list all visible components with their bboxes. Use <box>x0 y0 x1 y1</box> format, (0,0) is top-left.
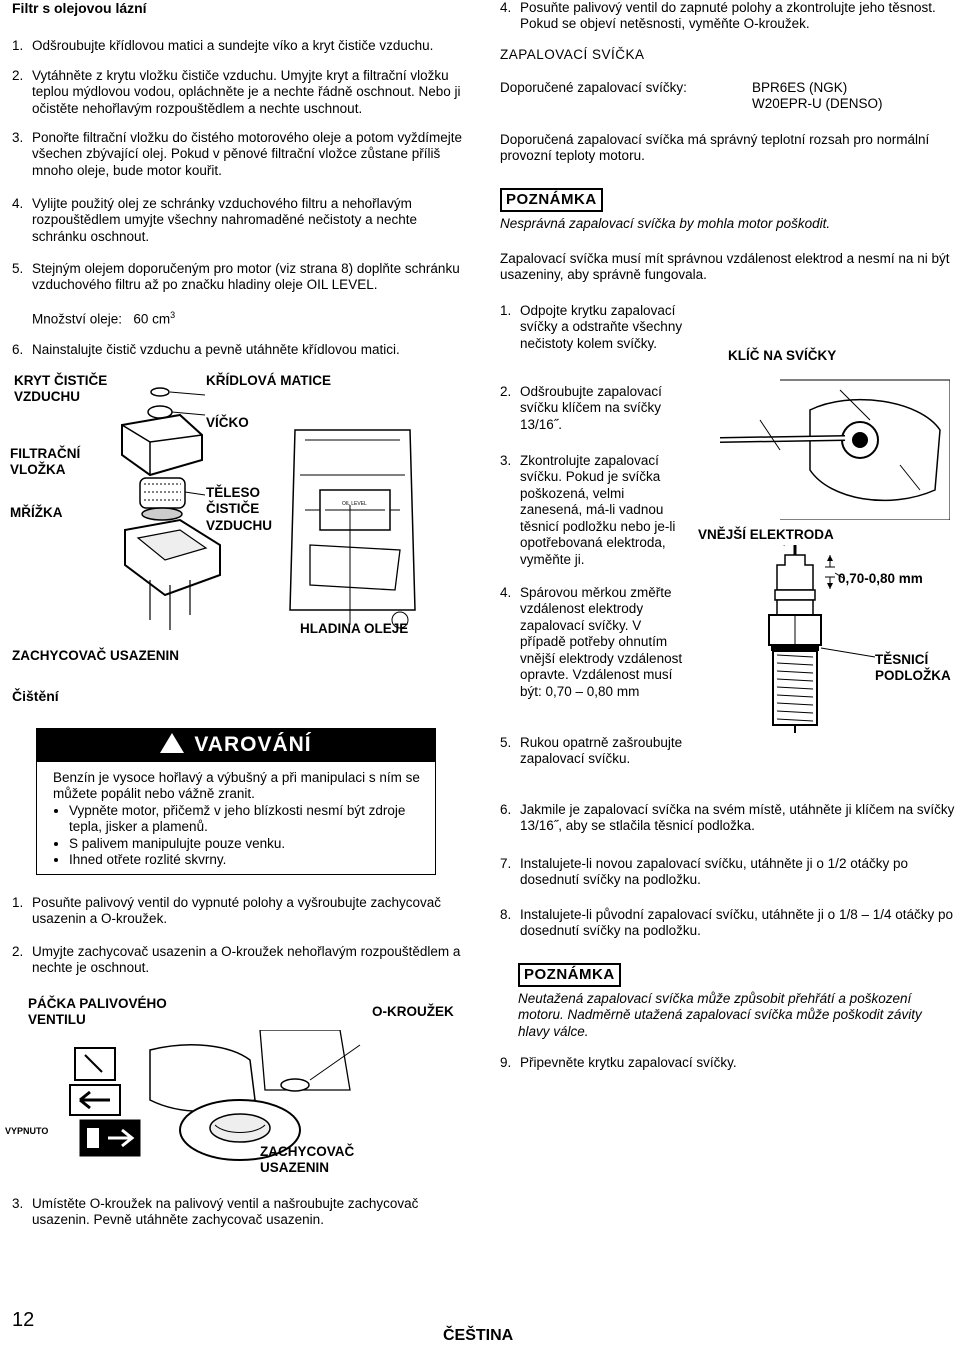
label-wing-nut: KŘÍDLOVÁ MATICE <box>206 373 331 388</box>
recommended-plug-text: Doporučená zapalovací svíčka má správný teplotní rozsah pro normální provozní teploty motoru. <box>500 132 930 164</box>
list-item: 1. Posuňte palivový ventil do vypnuté polohy a vyšroubujte zachycovač usazenin a O-kroužek. <box>12 895 441 927</box>
list-item: 4. Spárovou měrkou změřte vzdálenost elektrody zapalovací svíčky. V případě potřeby ohnutím vnější elektrody vzdálenost opravte. Vzdálenost musí být: 0,70 – 0,80 mm <box>500 585 683 699</box>
warning-title: VAROVÁNÍ <box>194 733 312 756</box>
list-item: 5. Rukou opatrně zašroubujte zapalovací svíčku. <box>500 735 683 767</box>
spark-plug-wrench-illustration <box>720 370 950 520</box>
note-text-2: Neutažená zapalovací svíčka může způsobit přehřátí a poškození motoru. Nadměrně utažená zapalovací svíčka může poškodit závity hlavy válce. <box>518 991 922 1039</box>
label-air-cleaner-body: TĚLESO ČISTIČE VZDUCHU <box>206 485 272 533</box>
warning-triangle-icon <box>160 733 184 753</box>
list-item: 4. Vylijte použitý olej ze schránky vzduchového filtru a nehořlavým rozpouštědlem umyjte všechny nahromaděné nečistoty a nechte schránku oschnout. <box>12 196 417 244</box>
warning-bullet: • Ihned otřete rozlité skvrny. <box>69 852 425 868</box>
label-screen: MŘÍŽKA <box>10 505 63 520</box>
note-box: POZNÁMKA <box>500 188 603 212</box>
list-item: 2. Odšroubujte zapalovací svíčku klíčem na svíčky 13/16˝. <box>500 384 662 432</box>
section-heading-spark-plug: ZAPALOVACÍ SVÍČKA <box>500 47 645 62</box>
list-item: 8. Instalujete-li původní zapalovací svíčku, utáhněte ji o 1/8 – 1/4 otáčky po dosednutí svíčky na podložku. <box>500 907 954 939</box>
label-spark-plug-wrench: KLÍČ NA SVÍČKY <box>728 348 837 363</box>
label-lid: VÍČKO <box>206 415 249 430</box>
label-sediment-cup: ZACHYCOVAČ USAZENIN <box>12 648 180 663</box>
list-item: 3. Umístěte O-kroužek na palivový ventil a našroubujte zachycovač usazenin. Pevně utáhněte zachycovač usazenin. <box>12 1196 419 1228</box>
list-item: 2. Vytáhněte z krytu vložku čističe vzduchu. Umyjte kryt a filtrační vložku teplou mýdlovou vodou, opláchněte je a nechte řádně oschnout. Nebo ji očistěte nehořlavým rozpouštědlem a nechte uschnout. <box>12 68 461 116</box>
recommended-plugs-label: Doporučené zapalovací svíčky: <box>500 80 687 95</box>
warning-header <box>36 728 436 762</box>
fuel-valve-lever-icon <box>85 1055 102 1072</box>
label-air-cleaner-cover: KRYT ČISTIČE VZDUCHU <box>14 373 108 405</box>
fuel-valve-illustration <box>40 1030 440 1180</box>
oil-amount: Množství oleje: 60 $cm^3$ <box>32 310 176 327</box>
recommended-plug-value: BPR6ES (NGK) <box>752 80 848 95</box>
arrow-icon <box>80 1092 110 1108</box>
list-item: 6. Nainstalujte čistič vzduchu a pevně utáhněte křídlovou matici. <box>12 342 400 357</box>
spark-plug-clean-text: Zapalovací svíčka musí mít správnou vzdálenost elektrod a nesmí na ni být usazeniny, aby správně fungovala. <box>500 251 950 283</box>
label-off: VYPNUTO <box>5 1126 49 1136</box>
list-item: 1. Odšroubujte křídlovou matici a sundejte víko a kryt čističe vzduchu. <box>12 38 434 53</box>
list-item: 2. Umyjte zachycovač usazenin a O-kroužek nehořlavým rozpouštědlem a nechte je oschnout. <box>12 944 461 976</box>
label-gap: 0,70-0,80 mm <box>838 571 923 586</box>
section-heading-oil-bath: Filtr s olejovou lázní <box>12 0 147 16</box>
label-filter-element: FILTRAČNÍ VLOŽKA <box>10 446 81 478</box>
list-item: 9. Připevněte krytku zapalovací svíčky. <box>500 1055 737 1070</box>
page-number: 12 <box>12 1309 35 1331</box>
recommended-plug-value: W20EPR-U (DENSO) <box>752 96 883 111</box>
label-oil-level: HLADINA OLEJE <box>300 621 409 636</box>
warning-intro: Benzín je vysoce hořlavý a výbušný a při manipulaci s ním se můžete popálit nebo vážně zranit. <box>53 770 420 802</box>
warning-bullet: • Vypněte motor, přičemž v jeho blízkosti nesmí být zdroje tepla, jisker a plamenů. <box>69 803 425 836</box>
list-item: 5. Stejným olejem doporučeným pro motor (viz strana 8) doplňte schránku vzduchového filtru až po značku hladiny oleje OIL LEVEL. <box>12 261 460 293</box>
language-footer: ČEŠTINA <box>443 1327 514 1344</box>
label-fuel-valve-lever: PÁČKA PALIVOVÉHO VENTILU <box>28 996 167 1028</box>
oil-level-mark: OIL LEVEL <box>342 501 367 507</box>
section-heading-cleaning: Čištění <box>12 688 59 704</box>
label-o-ring: O-KROUŽEK <box>372 1004 454 1019</box>
fuel-pump-icon <box>87 1128 99 1148</box>
note-box-2: POZNÁMKA <box>518 963 621 987</box>
list-item: 4. Posuňte palivový ventil do zapnuté polohy a zkontrolujte jeho těsnost. Pokud se objeví netěsnosti, vyměňte O-kroužek. <box>500 0 936 32</box>
warning-bullet: • S palivem manipulujte pouze venku. <box>69 836 425 852</box>
list-item: 3. Zkontrolujte zapalovací svíčku. Pokud je svíčka poškozená, velmi zanesená, má-li vadnou těsnicí podložku nebo je-li opotřebovaná elektroda, vyměňte ji. <box>500 453 676 567</box>
label-sediment-cup-2: ZACHYCOVAČ USAZENIN <box>260 1144 355 1176</box>
note-text: Nesprávná zapalovací svíčka by mohla motor poškodit. <box>500 216 831 231</box>
label-sealing-washer: TĚSNICÍ PODLOŽKA <box>875 652 951 684</box>
list-item: 6. Jakmile je zapalovací svíčka na svém místě, utáhněte ji klíčem na svíčky 13/16˝, aby se stlačila těsnicí podložka. <box>500 802 955 834</box>
list-item: 7. Instalujete-li novou zapalovací svíčku, utáhněte ji o 1/2 otáčky po dosednutí svíčky na podložku. <box>500 856 908 888</box>
warning-body <box>36 762 436 875</box>
list-item: 3. Ponořte filtrační vložku do čistého motorového oleje a potom vyždímejte všechen zbývající olej. Pokud v pěnové filtrační vložce zůstane příliš mnoho oleje, bude motor kouřit. <box>12 130 462 178</box>
list-item: 1. Odpojte krytku zapalovací svíčky a odstraňte všechny nečistoty kolem svíčky. <box>500 303 683 351</box>
label-outer-electrode: VNĚJŠÍ ELEKTRODA <box>698 527 834 542</box>
